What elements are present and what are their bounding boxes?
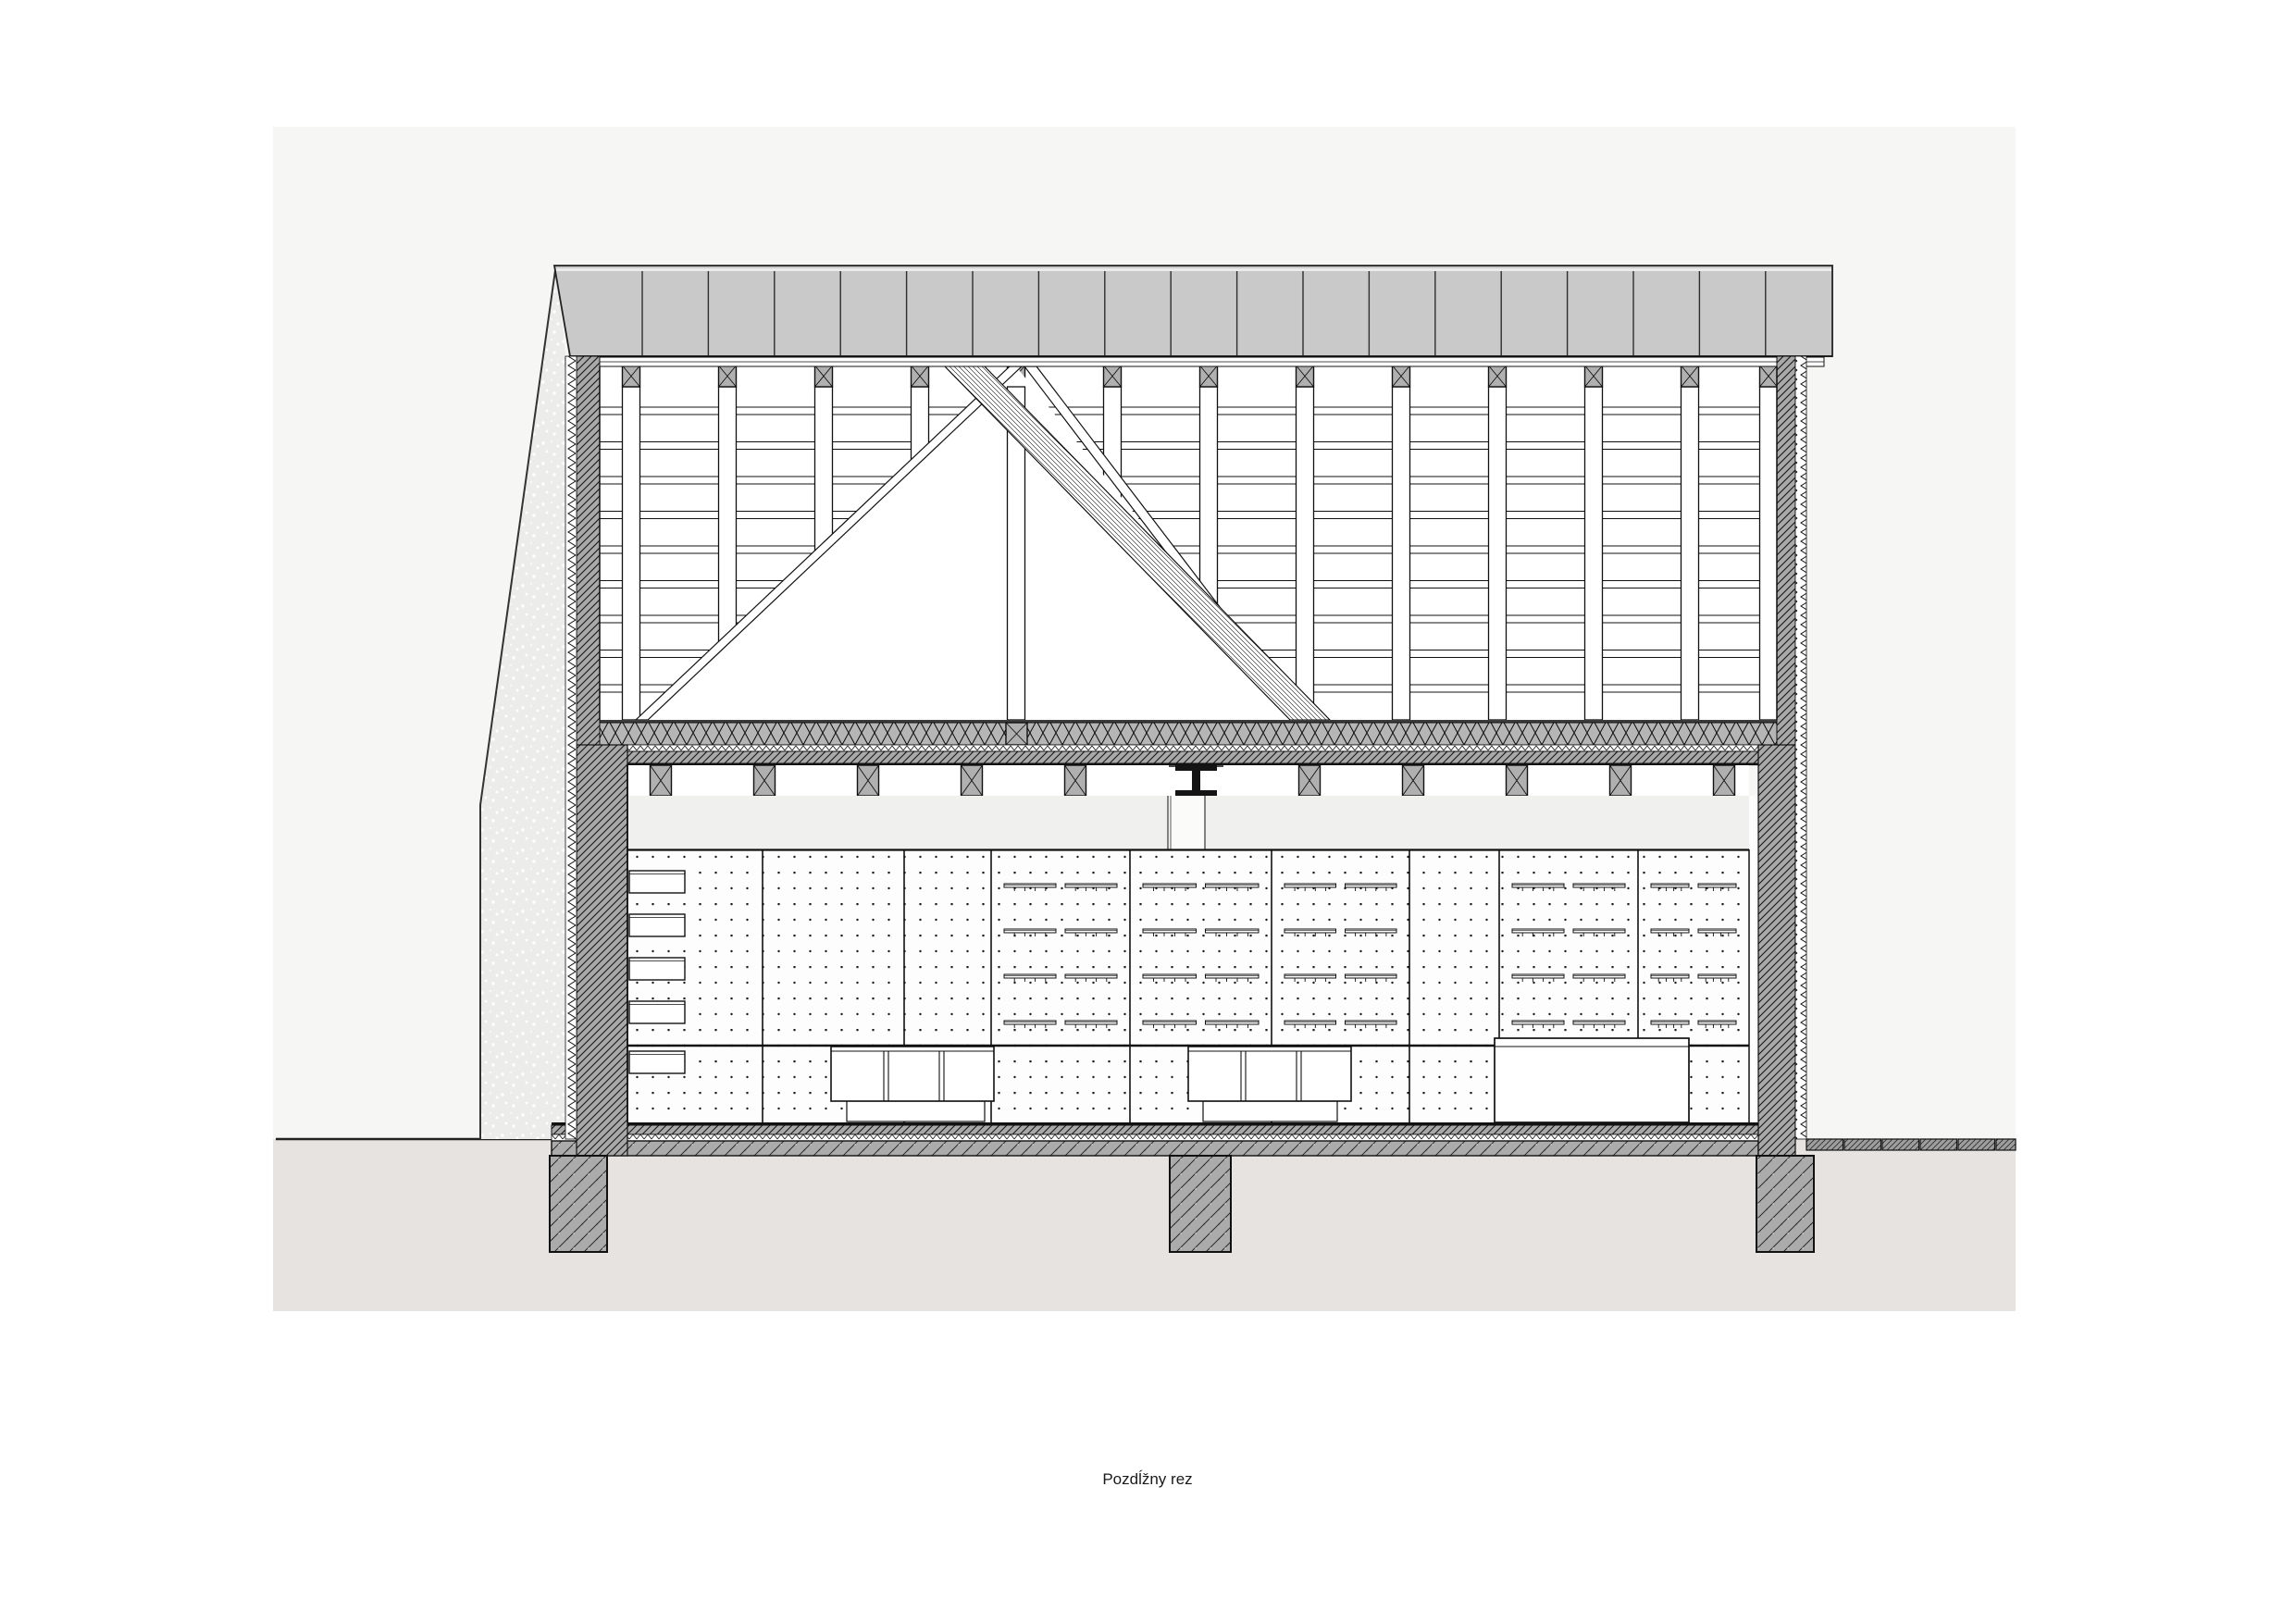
drawing-caption: Pozdĺžny rez <box>1102 1470 1193 1488</box>
floor-slab <box>552 1122 1758 1156</box>
paving-strip <box>1806 1139 2016 1150</box>
ground <box>273 1139 2016 1311</box>
counter-unit <box>1495 1038 1689 1122</box>
ceiling-band <box>627 796 1749 849</box>
floor-assembly <box>577 720 1795 764</box>
roof <box>554 266 1832 366</box>
